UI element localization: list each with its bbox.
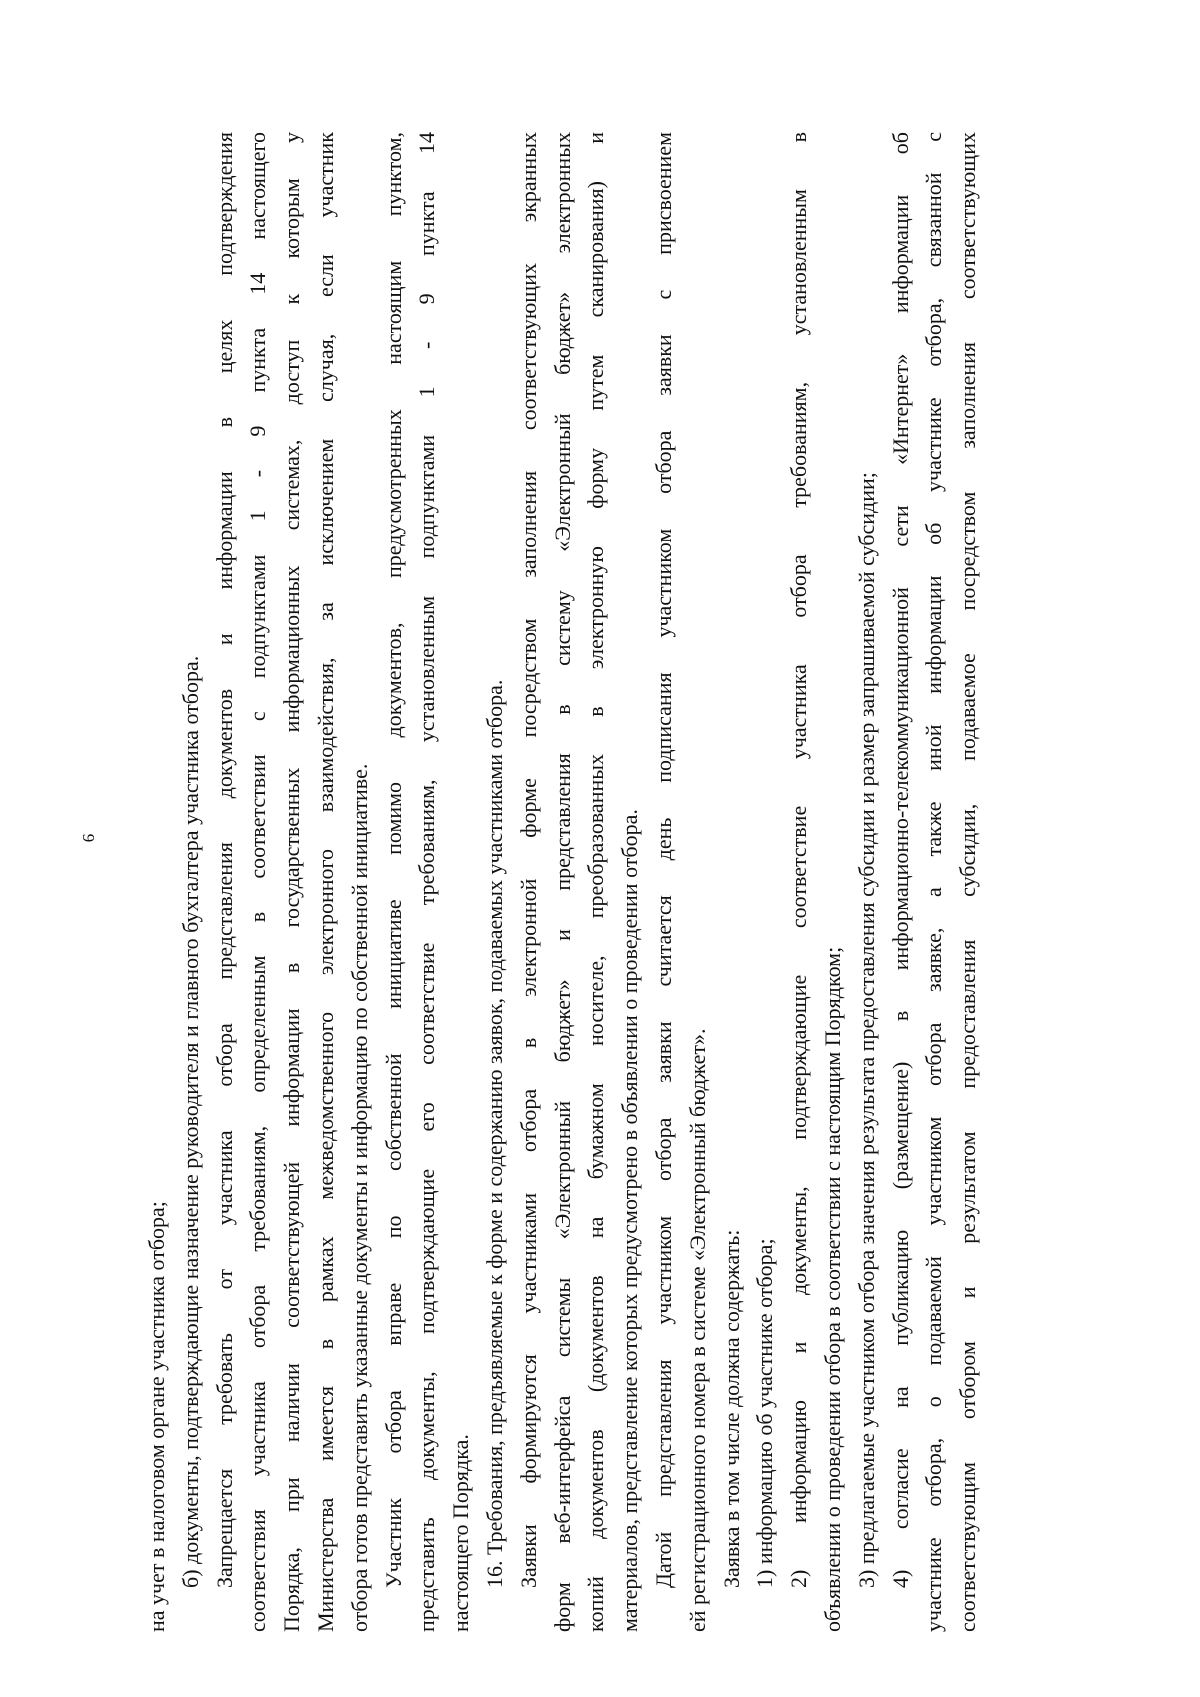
text-line: соответствия участника отбора требованиям, определенным в соответствии с подпунктами 1 - 9 пункта 14 настоящего — [245, 132, 271, 1632]
list-item: 4) согласие на публикацию (размещение) в информационно-телекоммуникационной сети «Интернет» информации об — [887, 132, 913, 1588]
text-line: объявлении о проведении отбора в соответствии с настоящим Порядком; — [819, 946, 845, 1632]
text-line: соответствующим отбором и результатом предоставления субсидии, подаваемое посредством заполнения соответствующих — [955, 132, 981, 1632]
document-body — [140, 132, 1050, 1632]
list-item: 3) предлагаемые участником отбора значения результата предоставления субсидии и размер запрашиваемой субсидии; — [853, 472, 879, 1588]
text-line: ей регистрационного номера в системе «Электронный бюджет». — [684, 1028, 710, 1632]
text-line: б) документы, подтверждающие назначение руководителя и главного бухгалтера участника отбора. — [177, 655, 203, 1588]
text-line: отбора готов представить указанные документы и информацию по собственной инициативе. — [346, 763, 372, 1632]
text-line: Участник отбора вправе по собственной инициативе помимо документов, предусмотренных настоящим пунктом, — [380, 132, 406, 1588]
list-item: 2) информацию и документы, подтверждающие соответствие участника отбора требованиям, установленным в — [786, 132, 812, 1588]
section-heading: 16. Требования, предъявляемые к форме и содержанию заявок, подаваемых участниками отбора. — [481, 679, 507, 1588]
text-line: Порядка, при наличии соответствующей информации в государственных информационных системах, доступ к которым у — [279, 132, 305, 1632]
rotated-page-content — [140, 132, 1050, 1632]
text-line: Запрещается требовать от участника отбора представления документов и информации в целях подтверждения — [211, 132, 237, 1588]
text-line: представить документы, подтверждающие его соответствие требованиям, установленным подпунктами 1 - 9 пункта 14 — [414, 132, 440, 1632]
list-item: 1) информацию об участнике отбора; — [752, 1238, 778, 1588]
text-line: участнике отбора, о подаваемой участником отбора заявке, а также иной информации об участнике отбора, связанной с — [921, 132, 947, 1632]
text-line: копий документов (документов на бумажном носителе, преобразованных в электронную форму путем сканирования) и — [583, 132, 609, 1632]
text-line: материалов, представление которых предусмотрено в объявлении о проведении отбора. — [617, 809, 643, 1632]
page-number: 9 — [79, 833, 98, 843]
text-line: Заявки формируются участниками отбора в электронной форме посредством заполнения соответствующих экранных — [515, 132, 541, 1588]
text-line: на учет в налоговом органе участника отбора; — [144, 1201, 169, 1632]
text-line: настоящего Порядка. — [448, 1434, 474, 1632]
text-line: Министерства имеется в рамках межведомственного электронного взаимодействия, за исключением случая, если участник — [312, 132, 338, 1632]
text-line: форм веб-интерфейса системы «Электронный бюджет» и представления в систему «Электронный бюджет» электронных — [549, 132, 575, 1632]
text-line: Заявка в том числе должна содержать: — [718, 1229, 744, 1588]
text-line: Датой представления участником отбора заявки считается день подписания участником отбора заявки с присвоением — [650, 132, 676, 1588]
